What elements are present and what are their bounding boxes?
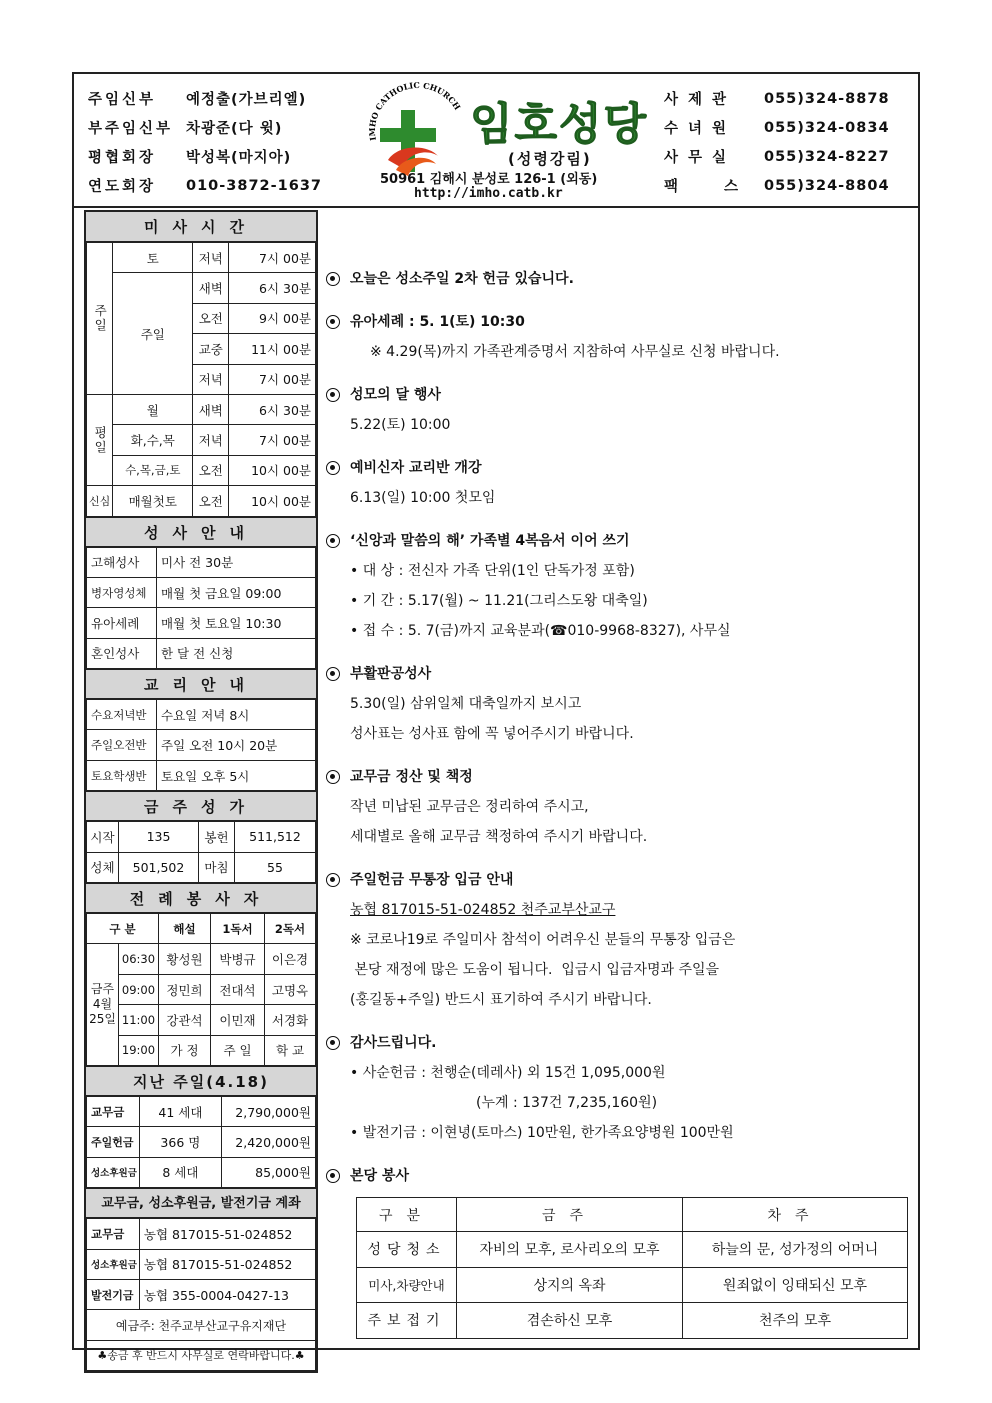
name-cell: 학 교 [265,1035,316,1065]
notice-title [326,1028,916,1058]
row-value: 토요일 오후 5시 [157,760,316,790]
notice-title [326,380,916,410]
church-name: 임호성당 [470,99,649,150]
mass-day: 토 [113,243,193,273]
sidebar [84,210,318,1373]
header-row: 부주임신부 차광준(다 윗) [88,121,283,137]
church-subtitle: (성령강림) [508,150,592,168]
row-value: 8 세대 [139,1157,221,1187]
mass-slot: 오전 [193,486,229,516]
row-value: 미사 전 30분 [157,547,316,577]
notice-title-text: 유아세례 : 5. 1(토) 10:30 [350,314,525,330]
row-value: 한 달 전 신청 [157,638,316,668]
notice-line: • 사순헌금 : 천행순(데레사) 외 15건 1,095,000원 [350,1065,666,1081]
notice-item [326,264,916,294]
time-cell: 19:00 [119,1035,159,1065]
row-value: 41 세대 [139,1096,221,1126]
notice-item [326,526,916,646]
last-week-title: 지난 주일(4.18) [86,1066,316,1096]
last-week-table [86,1096,316,1188]
header-row: 주임신부 예정출(가브리엘) [88,92,307,108]
header-row: 평협회장 박성복(마지아) [88,150,292,166]
notice-item [326,762,916,852]
mass-day: 월 [113,394,193,424]
sacraments-title: 성사안내 [86,517,316,547]
accounts-table [86,1218,316,1371]
deposit-notice [326,865,916,1015]
row-value: 매월 첫 금요일 09:00 [157,577,316,607]
sinsim-label: 신심 [87,486,113,516]
mass-time: 7시 00분 [229,364,316,394]
mass-day: 화,수,목 [113,425,193,455]
mass-day: 수,목,금,토 [113,455,193,485]
row-value: 매월 첫 토요일 10:30 [157,608,316,638]
notice-line: 성사표는 성사표 함에 꼭 넣어주시기 바랍니다. [350,726,634,742]
notice-line: (홍길동+주일) 반드시 표기하여 주시기 바랍니다. [350,992,652,1008]
circle-bullet-icon [326,1169,340,1183]
row-label: 봉헌 [199,822,235,852]
notice-title [326,453,916,483]
circle-bullet-icon [326,272,340,286]
notice-line: • 대 상 : 전신자 가족 단위(1인 단독가정 포함) [350,563,635,579]
row-label: 시작 [87,822,119,852]
col-header: 구 분 [87,914,159,944]
notice-line: 작년 미납된 교무금은 정리하여 주시고, [350,799,589,815]
name-cell: 주 일 [211,1035,265,1065]
row-label: 주일오전반 [87,730,157,760]
name-cell: 이은경 [265,944,316,974]
circle-bullet-icon [326,388,340,402]
account-holder: 예금주: 천주교부산교구유지재단 [87,1310,316,1340]
contact-info [664,84,914,200]
notice-title-text: 교무금 정산 및 책정 [350,769,473,785]
header [74,74,918,208]
row-label: 마침 [199,852,235,882]
notice-title [326,526,916,556]
notice-line: • 기 간 : 5.17(월) ~ 11.21(그리스도왕 대축일) [350,593,648,609]
name-cell: 고명옥 [265,974,316,1004]
circle-bullet-icon [326,315,340,329]
row-value: 2,420,000원 [221,1127,315,1157]
notice-item [326,659,916,749]
catechism-title: 교리안내 [86,669,316,699]
mass-slot: 저녁 [193,243,229,273]
notice-line: ※ 4.29(목)까지 가족관계증명서 지참하여 사무실로 신청 바랍니다. [370,344,780,360]
row-value: 상지의 옥좌 [457,1267,683,1303]
row-label: 고해성사 [87,547,157,577]
mass-time: 10시 00분 [229,486,316,516]
row-label: 주보접기 [357,1303,457,1339]
header-row: 사제관 055)324-8878 [664,90,890,108]
row-value: 천주의 모후 [683,1303,908,1339]
mass-time: 7시 00분 [229,243,316,273]
header-row: 수녀원 055)324-0834 [664,119,890,137]
row-value: 농협 355-0004-0427-13 [139,1279,315,1309]
row-label: 토요학생반 [87,760,157,790]
mass-time: 11시 00분 [229,334,316,364]
time-cell: 06:30 [119,944,159,974]
col-header: 구분 [357,1198,457,1232]
mass-table [86,242,316,517]
col-header: 차주 [683,1198,908,1232]
row-value: 55 [235,852,316,882]
row-value: 농협 817015-51-024852 [139,1249,315,1279]
row-label: 성체 [87,852,119,882]
row-value: 겸손하신 모후 [457,1303,683,1339]
mass-slot: 저녁 [193,364,229,394]
row-value: 135 [119,822,199,852]
row-label: 미사,차량안내 [357,1267,457,1303]
row-value: 수요일 저녁 8시 [157,700,316,730]
cross-logo-icon [358,82,478,182]
mass-day: 매월첫토 [113,486,193,516]
row-label: 성당청소 [357,1232,457,1268]
name-cell: 가 정 [159,1035,211,1065]
notice-title [326,762,916,792]
mass-slot: 새벽 [193,394,229,424]
mass-time: 6시 30분 [229,394,316,424]
row-value: 85,000원 [221,1157,315,1187]
header-row: 사무실 055)324-8227 [664,148,890,166]
time-cell: 11:00 [119,1005,159,1035]
notice-title-text: 부활판공성사 [350,666,432,682]
date-label: 금주 4월 25일 [87,944,119,1066]
mass-slot: 교중 [193,334,229,364]
row-value: 자비의 모후, 로사리오의 모후 [457,1232,683,1268]
col-header: 2독서 [265,914,316,944]
notice-item [326,307,916,367]
liturgy-table [86,913,316,1066]
notice-title-text: 감사드립니다. [350,1035,437,1051]
notice-line: ※ 코로나19로 주일미사 참석이 어려우신 분들의 무통장 입금은 [350,932,736,948]
sacraments-table [86,547,316,670]
accounts-title: 교무금, 성소후원금, 발전기금 계좌 [86,1188,316,1218]
row-value: 하늘의 문, 성가정의 어머니 [683,1232,908,1268]
bulletin-frame [72,72,920,1363]
circle-bullet-icon [326,534,340,548]
svg-text:IMHO CATHOLIC CHURCH: IMHO CATHOLIC CHURCH [366,82,463,142]
name-cell: 서경화 [265,1005,316,1035]
account-note: ♣송금 후 반드시 사무실로 연락바랍니다.♣ [87,1340,316,1370]
col-header: 해설 [159,914,211,944]
circle-bullet-icon [326,1036,340,1050]
notice-title [326,659,916,689]
weekend-label: 주일 [87,243,113,395]
col-header: 1독서 [211,914,265,944]
row-label: 주일헌금 [87,1127,140,1157]
thanks-notice [326,1028,916,1148]
catechism-table [86,699,316,791]
singing-table [86,821,316,883]
row-label: 교무금 [87,1219,140,1249]
row-value: 2,790,000원 [221,1096,315,1126]
duty-notice [326,1161,916,1339]
notice-title-text: 오늘은 성소주일 2차 헌금 있습니다. [350,271,574,287]
notice-line: • 접 수 : 5. 7(금)까지 교육분과(☎010-9968-8327), 사무실 [350,623,731,639]
church-logo [358,78,658,204]
notice-title [326,865,916,895]
name-cell: 정민희 [159,974,211,1004]
notice-title [326,307,916,337]
row-value: 511,512 [235,822,316,852]
mass-time: 6시 30분 [229,273,316,303]
header-row: 연도회장 010-3872-1637 [88,177,323,195]
notice-title [326,1161,916,1191]
row-value: 366 명 [139,1127,221,1157]
circle-bullet-icon [326,667,340,681]
mass-slot: 오전 [193,455,229,485]
clergy-info [88,84,358,200]
notice-line: 5.30(일) 삼위일체 대축일까지 보시고 [350,696,582,712]
notice-line: 6.13(일) 10:00 첫모임 [350,490,496,506]
row-value: 501,502 [119,852,199,882]
time-cell: 09:00 [119,974,159,1004]
notice-title-text: 예비신자 교리반 개강 [350,460,482,476]
name-cell: 전대석 [211,974,265,1004]
weekday-label: 평일 [87,394,113,485]
row-label: 성소후원금 [87,1249,140,1279]
notice-item [326,380,916,440]
notice-title [326,264,916,294]
col-header: 금주 [457,1198,683,1232]
notice-line: 5.22(토) 10:00 [350,417,451,433]
circle-bullet-icon [326,770,340,784]
row-label: 혼인성사 [87,638,157,668]
circle-bullet-icon [326,873,340,887]
row-label: 발전기금 [87,1279,140,1309]
mass-day: 주일 [113,273,193,395]
duty-table [356,1197,908,1339]
mass-time: 7시 00분 [229,425,316,455]
name-cell: 강관석 [159,1005,211,1035]
notice-line: 본당 재정에 많은 도움이 됩니다. 입금시 입금자명과 주일을 [350,962,720,978]
mass-slot: 새벽 [193,273,229,303]
notice-title-text: ‘신앙과 말씀의 해’ 가족별 4복음서 이어 쓰기 [350,533,630,549]
notice-item [326,453,916,513]
notices [326,264,916,1352]
row-value: 농협 817015-51-024852 [139,1219,315,1249]
church-url[interactable]: http://imho.catb.kr [414,186,563,201]
church-address: 50961 김해시 분성로 126-1 (외동) [380,172,598,187]
circle-bullet-icon [326,461,340,475]
row-label: 유아세례 [87,608,157,638]
mass-slot: 저녁 [193,425,229,455]
mass-title: 미사시간 [86,212,316,242]
row-label: 수요저녁반 [87,700,157,730]
notice-title-text: 성모의 달 행사 [350,387,441,403]
name-cell: 박병규 [211,944,265,974]
name-cell: 황성원 [159,944,211,974]
mass-time: 9시 00분 [229,303,316,333]
row-label: 병자영성체 [87,577,157,607]
notice-line: • 발전기금 : 이현녕(토마스) 10만원, 한가족요양병원 100만원 [350,1125,734,1141]
row-value: 원죄없이 잉태되신 모후 [683,1267,908,1303]
notice-line: 세대별로 올해 교무금 책정하여 주시기 바랍니다. [350,829,648,845]
row-value: 주일 오전 10시 20분 [157,730,316,760]
notice-title-text: 주일헌금 무통장 입금 안내 [350,872,514,888]
mass-slot: 오전 [193,303,229,333]
header-row: 팩스 055)324-8804 [664,177,890,195]
row-label: 교무금 [87,1096,140,1126]
liturgy-title: 전례봉사자 [86,883,316,913]
notice-line: (누계 : 137건 7,235,160원) [476,1095,658,1111]
notice-title-text: 본당 봉사 [350,1168,409,1184]
name-cell: 이민재 [211,1005,265,1035]
deposit-account: 농협 817015-51-024852 천주교부산교구 [350,902,616,918]
singing-title: 금주성가 [86,791,316,821]
row-label: 성소후원금 [87,1157,140,1187]
mass-time: 10시 00분 [229,455,316,485]
